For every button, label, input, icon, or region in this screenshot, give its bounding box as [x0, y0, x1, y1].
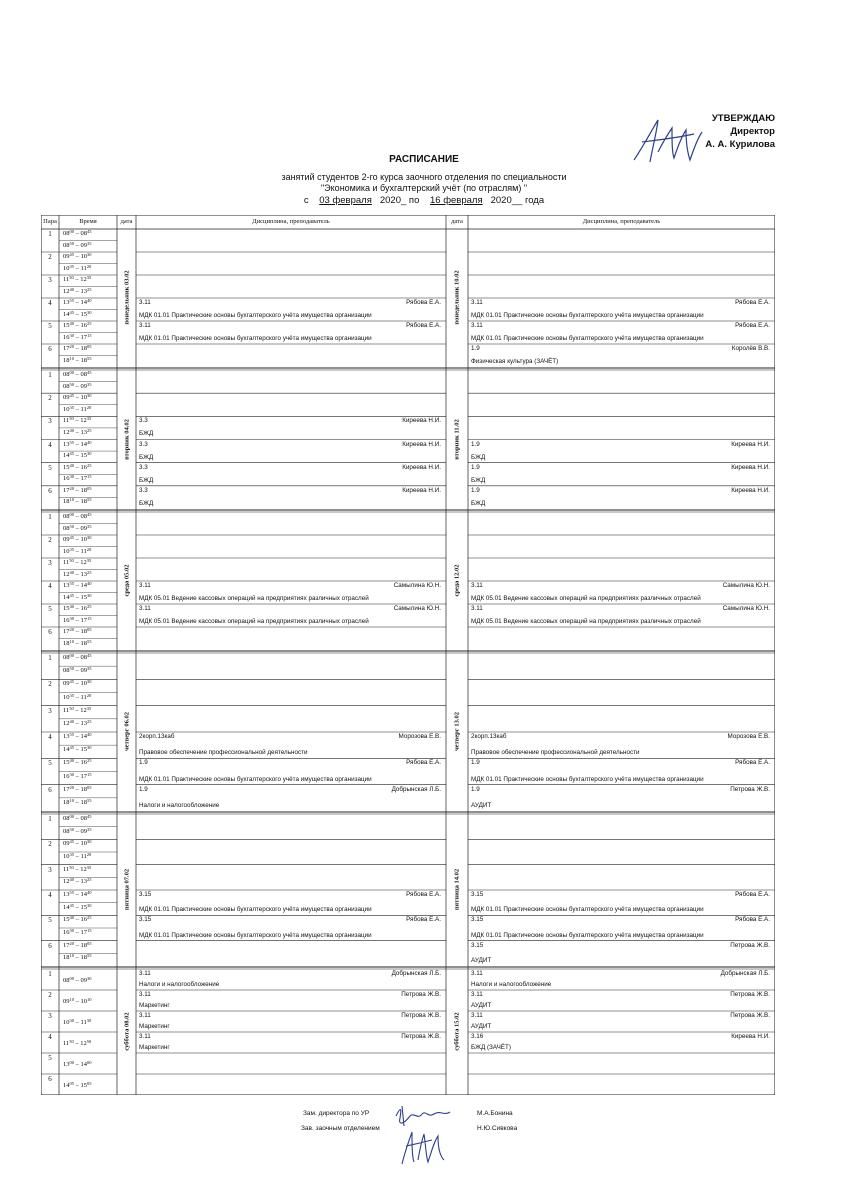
subject: АУДИТ	[471, 1002, 492, 1009]
time-start: $11^{50} - 12^{35}$	[63, 865, 92, 873]
approval-name: А. А. Курилова	[705, 139, 775, 150]
room: 3.11	[139, 1012, 151, 1019]
teacher: Королёв В.В.	[731, 345, 770, 352]
room: 3.3	[139, 463, 148, 471]
pair-number: 5	[48, 917, 52, 925]
subtitle-line-2: "Экономика и бухгалтерский учёт (по отраслям) "	[320, 183, 528, 193]
subject: Правовое обеспечение профессиональной деятельности	[471, 749, 640, 757]
time-end: $08^{50} - 09^{35}$	[63, 827, 92, 835]
time-start: $17^{20} - 18^{05}$	[63, 486, 92, 494]
pair-number: 4	[48, 892, 52, 899]
day-label: четверг 06.02	[123, 712, 130, 751]
pair-number: 4	[48, 1034, 52, 1041]
time-start: $17^{20} - 18^{05}$	[63, 785, 92, 793]
approval-role: Директор	[730, 126, 775, 137]
teacher: Петрова Ж.В.	[730, 991, 770, 998]
room: 3.11	[139, 1033, 151, 1040]
schedule-entry	[471, 464, 770, 485]
time-start: $17^{20} - 18^{05}$	[63, 628, 92, 635]
pair-number: 1	[48, 231, 52, 238]
teacher: Самылина Ю.Н.	[393, 582, 441, 589]
teacher: Киреева Н.И.	[402, 463, 441, 471]
time-end: $18^{10} - 18^{55}$	[63, 639, 92, 647]
time-end: $12^{40} - 13^{25}$	[63, 570, 92, 578]
day-label: суббота 08.02	[123, 1012, 130, 1051]
subject: АУДИТ	[471, 801, 492, 809]
time-start: $11^{50} - 12^{35}$	[63, 417, 92, 425]
subject: МДК 01.01 Практические основы бухгалтерского учёта имущества организации	[471, 775, 704, 783]
subject: МДК 05.01 Ведение кассовых операций на предприятиях различных отраслей	[139, 618, 369, 625]
day-label: вторник 11.02	[453, 418, 461, 460]
teacher: Рябова Е.А.	[735, 891, 770, 898]
room: 1.9	[139, 785, 148, 793]
teacher: Киреева Н.И.	[402, 417, 441, 425]
schedule-entry	[471, 605, 770, 626]
schedule-entry	[139, 582, 441, 603]
room: 1.9	[471, 440, 480, 448]
subject: БЖД	[139, 499, 154, 507]
room: 2корп.13каб	[139, 733, 175, 740]
day-label: суббота 15.02	[453, 1012, 461, 1051]
room: 1.9	[471, 486, 480, 494]
time-end: $12^{40} - 13^{25}$	[63, 878, 92, 886]
time-end: $16^{30} - 17^{15}$	[63, 616, 92, 624]
subtitle-line-1: занятий студентов 2-го курса заочного отделения по специальности	[281, 172, 567, 182]
teacher: Киреева Н.И.	[402, 440, 441, 448]
time-start: $08^{00} - 08^{45}$	[63, 654, 92, 661]
time-start: $08^{00} - 08^{45}$	[63, 230, 92, 237]
room: 3.15	[471, 916, 484, 924]
pair-number: 5	[48, 464, 52, 472]
time-end: $10^{35} - 11^{20}$	[63, 693, 92, 701]
schedule-entry	[139, 991, 441, 1010]
room: 1.9	[139, 759, 148, 767]
time-end: $14^{45} - 15^{30}$	[63, 746, 92, 754]
teacher: Киреева Н.И.	[731, 440, 770, 448]
day-label: пятница 07.02	[123, 868, 130, 911]
room: 1.9	[471, 345, 480, 352]
time-end: $10^{35} - 11^{20}$	[63, 547, 92, 555]
subject: МДК 01.01 Практические основы бухгалтерского учёта имущества организации	[471, 931, 704, 939]
subject: АУДИТ	[471, 1023, 492, 1030]
room: 3.11	[471, 299, 483, 306]
schedule-entry	[139, 417, 441, 438]
day-label: понедельник 10.02	[453, 270, 461, 325]
schedule-entry	[139, 441, 441, 462]
pair-number: 4	[48, 583, 52, 590]
room: 1.9	[471, 759, 480, 767]
time-start: $15^{40} - 16^{25}$	[63, 463, 92, 471]
schedule-entry	[471, 441, 770, 462]
day-label: пятница 14.02	[453, 868, 461, 911]
header-discipline: Дисциплина, преподаватель	[252, 218, 330, 225]
time-start: $15^{40} - 16^{25}$	[63, 322, 92, 329]
room: 3.11	[139, 970, 151, 977]
pair-number: 2	[48, 992, 52, 999]
teacher: Петрова Ж.В.	[730, 941, 770, 949]
subject: Налоги и налогообложение	[471, 981, 552, 988]
header-discipline-2: Дисциплина, преподаватель	[582, 218, 661, 225]
pair-number: 6	[48, 346, 52, 353]
pair-number: 3	[48, 707, 52, 715]
day-label: среда 12.02	[453, 564, 461, 597]
footer-role-1: Зам. директора по УР	[303, 1110, 370, 1117]
time-end: $08^{50} - 09^{35}$	[63, 667, 92, 675]
time-range: $10^{30} - 11^{30}$	[63, 1018, 92, 1026]
subject: МДК 01.01 Практические основы бухгалтерского учёта имущества организации	[139, 906, 372, 914]
pair-number: 5	[48, 323, 52, 330]
time-end: $10^{35} - 11^{20}$	[63, 264, 92, 272]
footer-name-1: М.А.Бонина	[477, 1110, 513, 1117]
teacher: Киреева Н.И.	[731, 463, 770, 471]
schedule-entry	[471, 942, 770, 965]
time-end: $12^{40} - 13^{25}$	[63, 428, 92, 436]
subject: АУДИТ	[471, 956, 492, 964]
time-start: $11^{50} - 12^{35}$	[63, 276, 92, 283]
schedule-entry	[471, 299, 770, 320]
subject: БЖД	[471, 499, 486, 507]
time-start: $13^{55} - 14^{40}$	[63, 733, 92, 740]
subject: Маркетинг	[139, 1023, 170, 1030]
time-start: $09^{45} - 10^{30}$	[63, 680, 92, 688]
schedule-entry	[139, 299, 441, 320]
room: 3.15	[139, 916, 152, 924]
room: 3.11	[471, 970, 483, 977]
header-date: дата	[120, 218, 133, 225]
subject: Маркетинг	[139, 1002, 170, 1009]
time-end: $08^{50} - 09^{35}$	[63, 524, 92, 532]
subject: БЖД	[139, 476, 154, 484]
subject: Маркетинг	[139, 1044, 170, 1051]
schedule-entry	[471, 891, 770, 914]
room: 3.11	[139, 322, 151, 329]
pair-number: 1	[48, 816, 52, 823]
schedule-entry	[139, 786, 441, 810]
teacher: Рябова Е.А.	[406, 891, 441, 898]
time-start: $09^{45} - 10^{30}$	[63, 253, 92, 260]
time-end: $14^{45} - 15^{30}$	[63, 452, 92, 460]
header-para: Пара	[43, 218, 57, 225]
subject: БЖД	[139, 453, 154, 461]
schedule-entry	[471, 916, 770, 939]
teacher: Рябова Е.А.	[735, 299, 770, 306]
schedule-entry	[471, 345, 770, 366]
subject: МДК 05.01 Ведение кассовых операций на предприятиях различных отраслей	[139, 595, 369, 602]
schedule-entry	[471, 759, 770, 783]
pair-number: 2	[48, 681, 52, 689]
subject: МДК 01.01 Практические основы бухгалтерского учёта имущества организации	[139, 931, 372, 939]
teacher: Рябова Е.А.	[735, 322, 770, 329]
schedule-entry	[471, 991, 770, 1010]
time-start: $15^{40} - 16^{25}$	[63, 605, 92, 612]
room: 3.11	[471, 1012, 483, 1019]
teacher: Рябова Е.А.	[735, 916, 770, 924]
pair-number: 6	[48, 1076, 52, 1083]
time-range: $14^{05} - 15^{05}$	[63, 1081, 92, 1089]
teacher: Петрова Ж.В.	[730, 785, 770, 793]
time-end: $16^{30} - 17^{15}$	[63, 333, 92, 341]
teacher: Рябова Е.А.	[406, 322, 441, 329]
time-start: $08^{00} - 08^{45}$	[63, 371, 92, 378]
room: 3.11	[471, 322, 483, 329]
time-start: $08^{00} - 08^{45}$	[63, 815, 92, 822]
footer-role-2: Зав. заочным отделением	[301, 1125, 380, 1132]
subject: МДК 01.01 Практические основы бухгалтерского учёта имущества организации	[139, 312, 372, 319]
room: 3.3	[139, 486, 148, 494]
subject: Правовое обеспечение профессиональной деятельности	[139, 749, 308, 757]
teacher: Морозова Е.В.	[398, 733, 441, 740]
time-start: $13^{55} - 14^{40}$	[63, 582, 92, 589]
time-start: $09^{45} - 10^{30}$	[63, 840, 92, 848]
pair-number: 6	[48, 786, 52, 794]
teacher: Киреева Н.И.	[731, 486, 770, 494]
time-start: $13^{55} - 14^{40}$	[63, 299, 92, 306]
schedule-entry	[139, 1012, 441, 1031]
subject: БЖД (ЗАЧЁТ)	[471, 1044, 511, 1051]
schedule-entry	[471, 487, 770, 508]
time-range: $11^{50} - 12^{50}$	[63, 1039, 92, 1047]
day-label: понедельник 03.02	[123, 270, 130, 325]
schedule-entry	[139, 759, 441, 783]
header-date-2: дата	[451, 218, 463, 225]
room: 3.11	[471, 991, 483, 998]
schedule-entry	[471, 733, 770, 757]
time-start: $08^{00} - 08^{45}$	[63, 513, 92, 520]
teacher: Петрова Ж.В.	[401, 1012, 441, 1019]
schedule-entry	[139, 916, 441, 939]
subject: Налоги и налогообложение	[139, 801, 220, 809]
schedule-entry	[471, 1033, 770, 1052]
teacher: Добрынская Л.Б.	[391, 785, 441, 793]
pair-number: 3	[48, 1013, 52, 1020]
schedule-entry	[471, 1012, 770, 1031]
schedule-entry	[139, 1033, 441, 1052]
pair-number: 2	[48, 537, 52, 544]
time-start: $15^{40} - 16^{25}$	[63, 916, 92, 924]
subject: Физическая культура (ЗАЧЁТ)	[471, 358, 559, 365]
time-end: $14^{45} - 15^{30}$	[63, 903, 92, 911]
time-end: $16^{30} - 17^{15}$	[63, 475, 92, 483]
time-end: $08^{50} - 09^{35}$	[63, 241, 92, 249]
teacher: Самылина Ю.Н.	[722, 582, 770, 589]
schedule-entry	[471, 970, 770, 989]
room: 2корп.13каб	[471, 733, 507, 740]
footer-signatures	[388, 1104, 474, 1170]
pair-number: 6	[48, 942, 52, 950]
teacher: Самылина Ю.Н.	[393, 605, 441, 612]
subject: МДК 01.01 Практические основы бухгалтерского учёта имущества организации	[139, 775, 372, 783]
pair-number: 1	[48, 514, 52, 521]
footer	[0, 1110, 848, 1170]
time-end: $18^{10} - 18^{55}$	[63, 798, 92, 806]
room: 3.16	[471, 1033, 484, 1040]
pair-number: 5	[48, 606, 52, 613]
teacher: Морозова Е.В.	[727, 733, 770, 740]
time-start: $11^{50} - 12^{35}$	[63, 559, 92, 566]
schedule-entry	[139, 605, 441, 626]
room: 3.15	[471, 891, 484, 898]
room: 3.11	[471, 605, 483, 612]
time-start: $17^{20} - 18^{05}$	[63, 345, 92, 352]
teacher: Киреева Н.И.	[402, 486, 441, 494]
time-start: $15^{40} - 16^{25}$	[63, 759, 92, 767]
time-end: $10^{35} - 11^{20}$	[63, 405, 92, 413]
schedule-entry	[471, 322, 770, 343]
time-start: $09^{45} - 10^{30}$	[63, 536, 92, 543]
period-end: 16 февраля	[430, 195, 483, 206]
pair-number: 3	[48, 560, 52, 567]
pair-number: 3	[48, 866, 52, 874]
teacher: Самылина Ю.Н.	[722, 605, 770, 612]
schedule-entry	[471, 582, 770, 603]
subject: МДК 01.01 Практические основы бухгалтерского учёта имущества организации	[471, 312, 704, 319]
time-range: $08^{00} - 09^{30}$	[63, 976, 92, 984]
subject: МДК 05.01 Ведение кассовых операций на предприятиях различных отраслей	[471, 595, 701, 602]
day-label: среда 05.02	[123, 564, 130, 597]
pair-number: 4	[48, 300, 52, 307]
teacher: Петрова Ж.В.	[730, 1012, 770, 1019]
footer-name-2: Н.Ю.Сивкова	[477, 1125, 518, 1132]
time-end: $12^{40} - 13^{25}$	[63, 719, 92, 727]
pair-number: 4	[48, 734, 52, 741]
time-end: $18^{10} - 18^{55}$	[63, 356, 92, 364]
schedule-period: с 03 февраля 2020_ по 16 февраля 2020__ года	[303, 195, 545, 206]
teacher: Киреева Н.И.	[731, 1033, 770, 1040]
room: 3.11	[471, 582, 483, 589]
time-end: $14^{45} - 15^{30}$	[63, 310, 92, 318]
approval-title: УТВЕРЖДАЮ	[711, 113, 775, 124]
room: 3.3	[139, 440, 148, 448]
pair-number: 5	[48, 1055, 52, 1062]
time-end: $14^{45} - 15^{30}$	[63, 593, 92, 601]
subject: БЖД	[139, 430, 154, 438]
teacher: Рябова Е.А.	[406, 916, 441, 924]
pair-number: 4	[48, 441, 52, 449]
subject: БЖД	[471, 453, 486, 461]
time-start: $13^{55} - 14^{40}$	[63, 891, 92, 898]
time-end: $18^{10} - 18^{55}$	[63, 954, 92, 962]
time-end: $10^{35} - 11^{20}$	[63, 853, 92, 860]
time-end: $16^{30} - 17^{15}$	[63, 929, 92, 936]
time-start: $11^{50} - 12^{35}$	[63, 706, 92, 714]
time-start: $17^{20} - 18^{05}$	[63, 941, 92, 949]
pair-number: 5	[48, 760, 52, 768]
pair-number: 2	[48, 254, 52, 261]
teacher: Петрова Ж.В.	[401, 991, 441, 998]
day-label: вторник 04.02	[123, 418, 130, 460]
pair-number: 6	[48, 629, 52, 636]
subject: МДК 01.01 Практические основы бухгалтерского учёта имущества организации	[139, 335, 372, 342]
room: 1.9	[471, 463, 480, 471]
subject: БЖД	[471, 476, 486, 484]
room: 3.11	[139, 605, 151, 612]
time-range: $13^{00} - 14^{00}$	[63, 1060, 92, 1068]
subject: МДК 01.01 Практические основы бухгалтерского учёта имущества организации	[471, 906, 704, 914]
room: 3.11	[139, 582, 151, 589]
room: 3.11	[139, 299, 151, 306]
pair-number: 1	[48, 372, 52, 379]
teacher: Добрынская Л.Б.	[391, 970, 441, 977]
subject: МДК 05.01 Ведение кассовых операций на предприятиях различных отраслей	[471, 618, 701, 625]
time-end: $18^{10} - 18^{55}$	[63, 498, 92, 506]
schedule-entry	[471, 786, 770, 810]
time-range: $09^{10} - 10^{10}$	[63, 997, 92, 1005]
time-start: $13^{55} - 14^{40}$	[63, 440, 92, 448]
subject: Налоги и налогообложение	[139, 981, 220, 988]
teacher: Рябова Е.А.	[735, 759, 770, 767]
teacher: Петрова Ж.В.	[401, 1033, 441, 1040]
pair-number: 2	[48, 841, 52, 849]
time-end: $08^{50} - 09^{35}$	[63, 382, 92, 390]
schedule-table	[41, 215, 775, 1095]
pair-number: 2	[48, 395, 52, 403]
room: 3.15	[471, 941, 484, 949]
pair-number: 1	[48, 655, 52, 662]
room: 3.3	[139, 417, 148, 425]
time-end: $12^{40} - 13^{25}$	[63, 287, 92, 295]
schedule-entry	[139, 464, 441, 485]
schedule-entry	[139, 487, 441, 508]
document-title: РАСПИСАНИЕ	[389, 154, 459, 165]
teacher: Рябова Е.А.	[406, 759, 441, 767]
pair-number: 3	[48, 277, 52, 284]
schedule-entry	[139, 970, 441, 989]
time-start: $09^{45} - 10^{30}$	[63, 394, 92, 402]
subject: МДК 01.01 Практические основы бухгалтерского учёта имущества организации	[471, 335, 704, 342]
room: 3.15	[139, 891, 152, 898]
pair-number: 1	[48, 971, 52, 978]
schedule-entry	[139, 733, 441, 757]
time-end: $16^{30} - 17^{15}$	[63, 772, 92, 780]
teacher: Добрынская Л.Б.	[720, 970, 770, 977]
pair-number: 3	[48, 418, 52, 426]
room: 1.9	[471, 785, 480, 793]
schedule-entry	[139, 322, 441, 343]
header-time: Время	[79, 218, 97, 225]
pair-number: 6	[48, 487, 52, 495]
day-label: четверг 13.02	[453, 712, 461, 751]
teacher: Рябова Е.А.	[406, 299, 441, 306]
room: 3.11	[139, 991, 151, 998]
schedule-entry	[139, 891, 441, 914]
period-start: 03 февраля	[319, 195, 372, 206]
